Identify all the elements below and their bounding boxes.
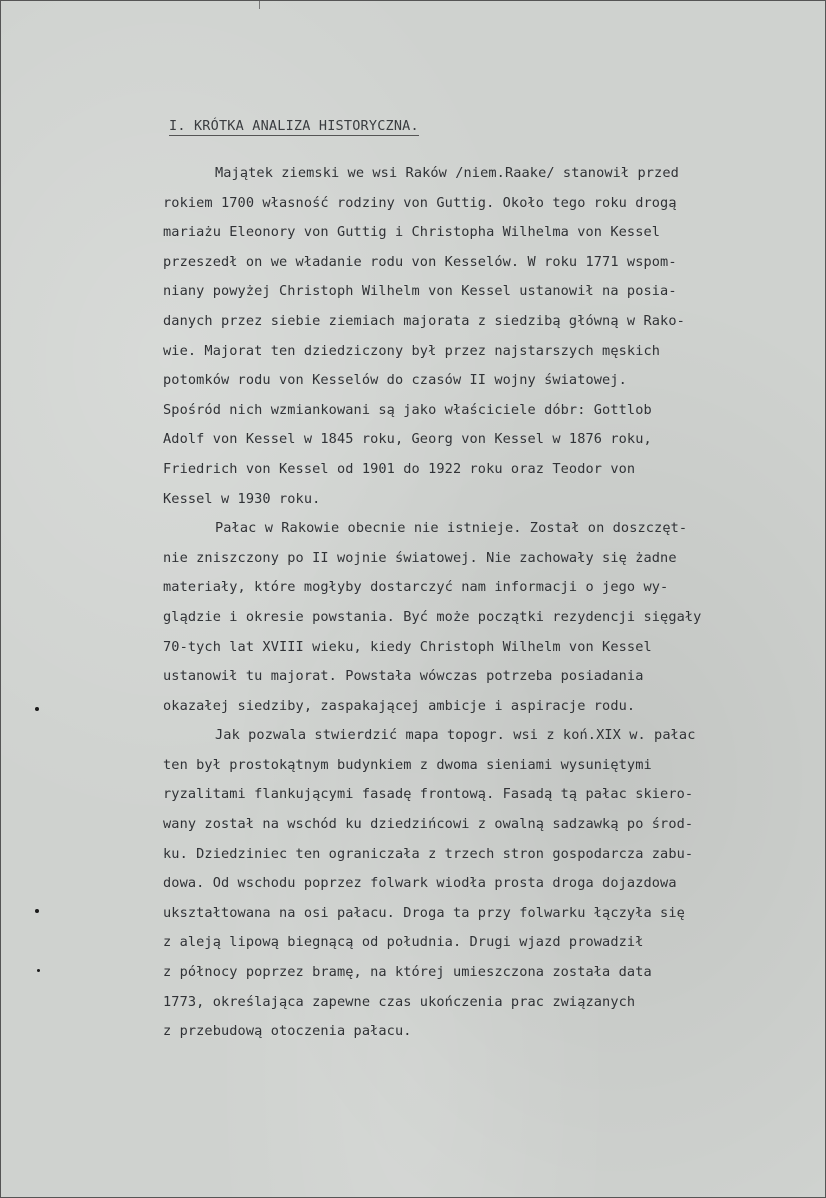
punch-mark [35, 707, 39, 711]
section-heading: I. KRÓTKA ANALIZA HISTORYCZNA. [169, 118, 419, 134]
text-line: z aleją lipową biegnącą od południa. Drugi wjazd prowadził [163, 934, 644, 951]
text-line: niany powyżej Christoph Wilhelm von Kessel ustanowił na posia- [163, 283, 677, 300]
punch-mark [37, 969, 40, 972]
text-line: z północy poprzez bramę, na której umieszczona została data [163, 964, 652, 981]
text-line: ustanowił tu majorat. Powstała wówczas potrzeba posiadania [163, 668, 644, 685]
text-line: Spośród nich wzmiankowani są jako właściciele dóbr: Gottlob [163, 401, 652, 418]
punch-mark [35, 909, 39, 913]
text-line: rokiem 1700 własność rodziny von Guttig. Około tego roku drogą [163, 194, 677, 211]
text-line: Friedrich von Kessel od 1901 do 1922 roku oraz Teodor von [163, 460, 636, 477]
text-line: 70-tych lat XVIII wieku, kiedy Christoph Wilhelm von Kessel [163, 638, 652, 655]
text-line: mariażu Eleonory von Guttig i Christopha Wilhelma von Kessel [163, 224, 661, 241]
text-line: Adolf von Kessel w 1845 roku, Georg von Kessel w 1876 roku, [163, 431, 652, 448]
text-line: Kessel w 1930 roku. [163, 490, 321, 507]
text-line: danych przez siebie ziemiach majorata z siedzibą główną w Rako- [163, 312, 685, 329]
text-line: ku. Dziedziniec ten ograniczała z trzech stron gospodarcza zabu- [163, 845, 694, 862]
body-text [163, 159, 803, 1047]
text-line: 1773, określająca zapewne czas ukończenia prac związanych [163, 993, 636, 1010]
text-line: okazałej siedziby, zaspakającej ambicje i aspiracje rodu. [163, 697, 636, 714]
text-line: glądzie i okresie powstania. Być może początki rezydencji sięgały [163, 608, 702, 625]
text-line: ryzalitami flankującymi fasadę frontową. Fasadą tą pałac skiero- [163, 786, 694, 803]
text-line: wie. Majorat ten dziedziczony był przez najstarszych męskich [163, 342, 661, 359]
text-line: Majątek ziemski we wsi Raków /niem.Raake/ stanowił przed [215, 165, 679, 181]
text-line: ukształtowana na osi pałacu. Droga ta przy folwarku łączyła się [163, 904, 685, 921]
text-line: wany został na wschód ku dziedzińcowi z owalną sadzawką po środ- [163, 816, 694, 833]
text-line: potomków rodu von Kesselów do czasów II wojny światowej. [163, 372, 627, 389]
text-line: dowa. Od wschodu poprzez folwark wiodła prosta droga dojazdowa [163, 875, 677, 892]
text-line: ten był prostokątnym budynkiem z dwoma sieniami wysuniętymi [163, 756, 652, 773]
text-line: nie zniszczony po II wojnie światowej. Nie zachowały się żadne [163, 549, 677, 566]
text-line: materiały, które mogłyby dostarczyć nam informacji o jego wy- [163, 579, 669, 596]
text-line: z przebudową otoczenia pałacu. [163, 1023, 412, 1040]
margin-mark [259, 1, 260, 9]
text-line: Jak pozwala stwierdzić mapa topogr. wsi z koń.XIX w. pałac [215, 727, 696, 744]
text-line: Pałac w Rakowie obecnie nie istnieje. Został on doszczęt- [215, 520, 688, 537]
text-line: przeszedł on we władanie rodu von Kesselów. W roku 1771 wspom- [163, 253, 677, 270]
